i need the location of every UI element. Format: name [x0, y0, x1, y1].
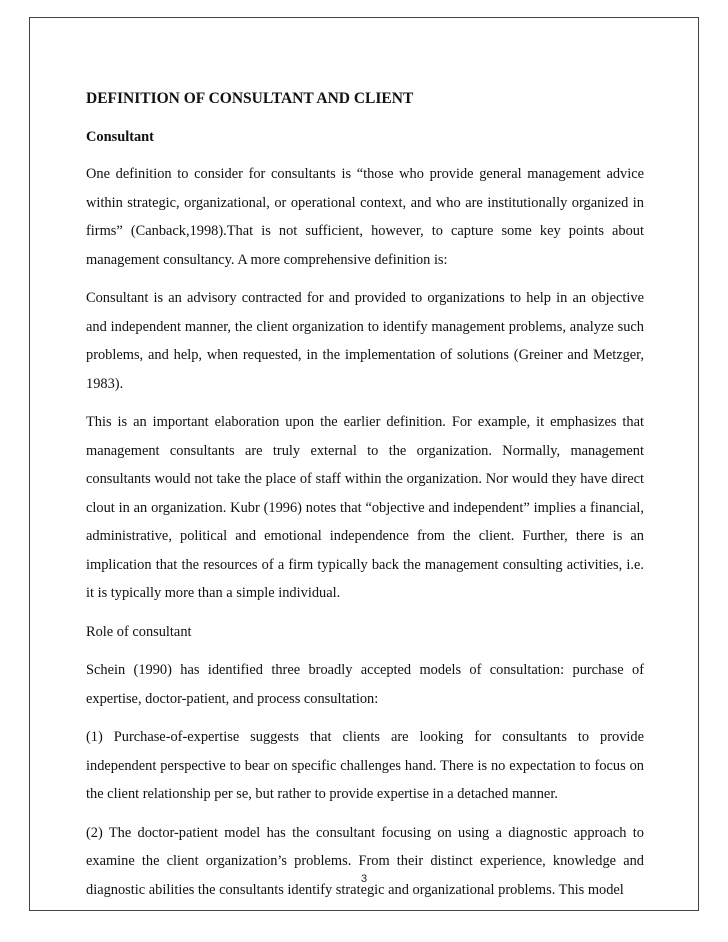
- paragraph-doctor-patient: (2) The doctor-patient model has the consultant focusing on using a diagnostic approach to examine the client organization’s problems. From their distinct experience, knowledge and diagnostic abilities the consultants identify strategic and organizational problems. This model: [86, 824, 644, 898]
- paragraph-elaboration: This is an important elaboration upon the earlier definition. For example, it emphasizes that management consultants are truly external to the organization. Normally, management consultants would not take the place of staff within the organization. Nor would they have direct clout in an organization. Kubr (1996) notes that “objective and independent” implies a financial, administrative, political and emotional independence from the client. Further, there is an implication that the resources of a firm typically back the management consulting activities, i.e. it is typically more than a simple individual.: [86, 414, 644, 601]
- section-heading: DEFINITION OF CONSULTANT AND CLIENT: [86, 90, 414, 107]
- subsection-heading-consultant: Consultant: [86, 129, 154, 145]
- role-of-consultant-heading: Role of consultant: [86, 623, 192, 640]
- paragraph-schein-models: Schein (1990) has identified three broadly accepted models of consultation: purchase of expertise, doctor-patient, and process consultation:: [86, 662, 644, 707]
- page-content: [86, 88, 644, 914]
- document-page: [29, 17, 699, 911]
- paragraph-purchase-of-expertise: (1) Purchase-of-expertise suggests that clients are looking for consultants to provide independent perspective to bear on specific challenges hand. There is no expectation to focus on the client relationship per se, but rather to provide expertise in a detached manner.: [86, 729, 644, 802]
- page-number: 3: [360, 873, 368, 885]
- paragraph-comprehensive-definition: Consultant is an advisory contracted for and provided to organizations to help in an objective and independent manner, the client organization to identify management problems, analyze such problems, and help, when requested, in the implementation of solutions (Greiner and Metzger, 1983).: [86, 290, 644, 392]
- paragraph-definition: One definition to consider for consultants is “those who provide general management advice within strategic, organizational, or operational context, and who are institutionally organized in firms” (Canback,1998).That is not sufficient, however, to capture some key points about management consultancy. A more comprehensive definition is:: [86, 166, 644, 268]
